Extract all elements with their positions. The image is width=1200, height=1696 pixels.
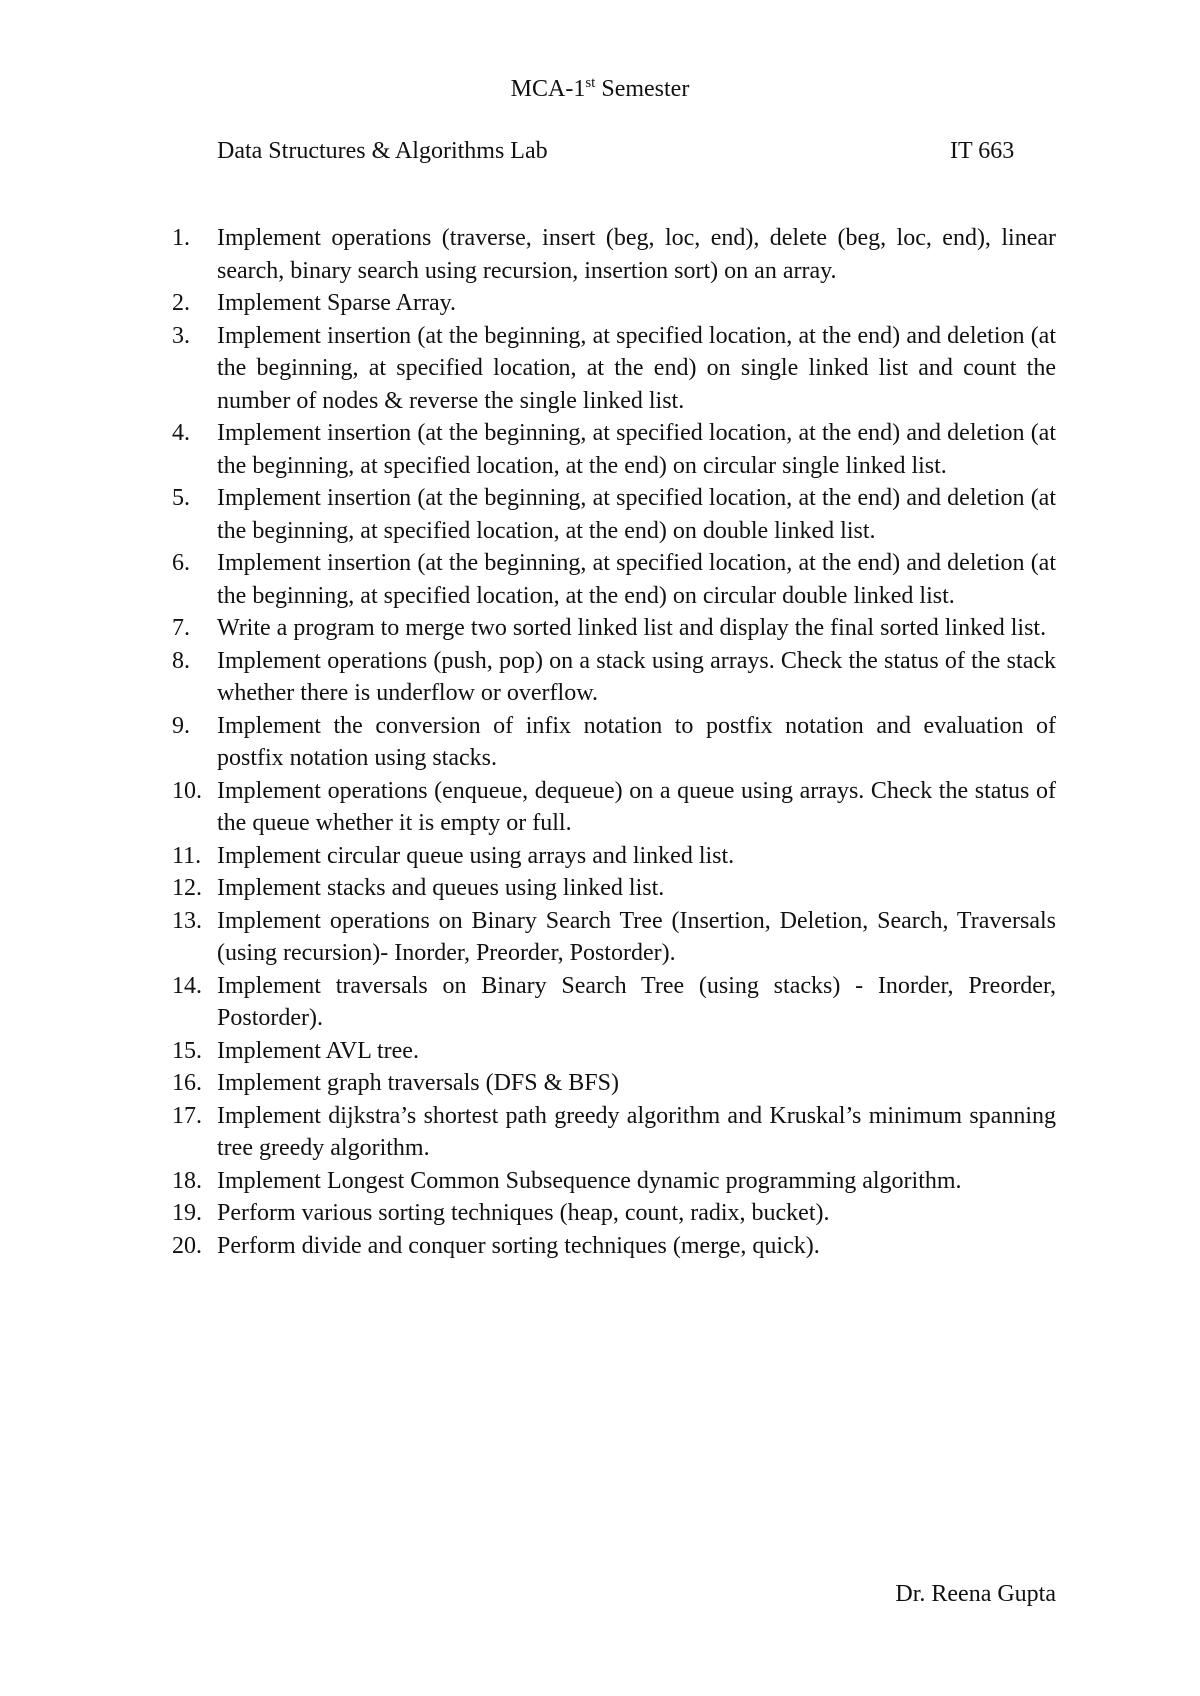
experiment-text: Implement operations (push, pop) on a stack using arrays. Check the status of the stack whether there is underflow or overflow.: [217, 647, 1056, 706]
experiment-text: Implement insertion (at the beginning, at specified location, at the end) and deletion (at the beginning, at specified location, at the end) on double linked list.: [217, 485, 1056, 544]
experiment-item: [0, 1197, 1056, 1230]
experiment-item: [0, 1100, 1056, 1165]
experiment-item: [0, 320, 1056, 418]
course-title: Data Structures & Algorithms Lab: [217, 138, 548, 164]
experiment-number: 10.: [172, 777, 202, 804]
experiment-text: Implement insertion (at the beginning, at specified location, at the end) and deletion (at the beginning, at specified location, at the end) on single linked list and count the number of nodes & reverse the single linked list.: [217, 322, 1056, 414]
experiment-item: [0, 905, 1056, 970]
experiment-item: [0, 482, 1056, 547]
experiment-item: [0, 1067, 1056, 1100]
experiment-number: 20.: [172, 1232, 202, 1259]
experiment-number: 5.: [172, 485, 190, 511]
experiment-text: Implement operations (traverse, insert (beg, loc, end), delete (beg, loc, end), linear search, binary search using recursion, insertion sort) on an array.: [217, 225, 1056, 284]
experiment-text: Perform various sorting techniques (heap, count, radix, bucket).: [217, 1200, 830, 1226]
experiment-number: 4.: [172, 420, 190, 446]
experiment-item: [0, 1230, 1056, 1263]
experiment-item: [0, 417, 1056, 482]
experiment-text: Implement operations (enqueue, dequeue) on a queue using arrays. Check the status of the queue whether it is empty or full.: [217, 777, 1056, 836]
experiment-text: Implement dijkstra’s shortest path greedy algorithm and Kruskal’s minimum spanning tree greedy algorithm.: [217, 1102, 1056, 1161]
experiment-text: Implement circular queue using arrays and linked list.: [217, 842, 735, 869]
experiment-text: Implement operations on Binary Search Tree (Insertion, Deletion, Search, Traversals (using recursion)- Inorder, Preorder, Postorder).: [217, 907, 1056, 966]
experiment-text: Implement Longest Common Subsequence dynamic programming algorithm.: [217, 1167, 962, 1194]
experiment-text: Implement the conversion of infix notation to postfix notation and evaluation of postfix notation using stacks.: [217, 712, 1056, 771]
signature-name: Dr. Reena Gupta: [895, 1581, 1056, 1607]
experiment-text: Implement AVL tree.: [217, 1037, 419, 1064]
experiment-item: [0, 775, 1056, 840]
experiment-item: [0, 840, 1056, 873]
experiment-number: 15.: [172, 1037, 202, 1064]
experiment-text: Write a program to merge two sorted linked list and display the final sorted linked list.: [217, 615, 1047, 641]
experiment-list: [0, 222, 1200, 1262]
semester-prefix: MCA-1: [510, 76, 586, 102]
experiment-number: 6.: [172, 550, 190, 576]
experiment-number: 18.: [172, 1167, 202, 1194]
experiment-number: 13.: [172, 907, 202, 934]
experiment-item: [0, 1165, 1056, 1198]
experiment-number: 11.: [172, 842, 202, 869]
experiment-item: [0, 612, 1056, 645]
experiment-item: [0, 547, 1056, 612]
experiment-number: 17.: [172, 1102, 202, 1129]
experiment-number: 9.: [172, 712, 190, 739]
semester-ordinal-suffix: st: [585, 75, 596, 91]
experiment-item: [0, 645, 1056, 710]
experiment-text: Implement Sparse Array.: [217, 290, 457, 316]
experiment-number: 19.: [172, 1200, 202, 1226]
experiment-text: Implement graph traversals (DFS & BFS): [217, 1070, 619, 1096]
experiment-number: 7.: [172, 615, 190, 641]
experiment-item: [0, 710, 1056, 775]
experiment-number: 8.: [172, 647, 190, 674]
experiment-number: 14.: [172, 972, 202, 999]
experiment-number: 3.: [172, 322, 190, 349]
experiment-item: [0, 872, 1056, 905]
experiment-text: Implement insertion (at the beginning, at specified location, at the end) and deletion (at the beginning, at specified location, at the end) on circular double linked list.: [217, 550, 1056, 609]
experiment-number: 1.: [172, 225, 190, 251]
experiment-text: Implement traversals on Binary Search Tree (using stacks) - Inorder, Preorder, Postorder).: [217, 972, 1056, 1031]
semester-suffix: Semester: [595, 76, 690, 102]
experiment-number: 2.: [172, 290, 190, 316]
experiment-text: Implement stacks and queues using linked list.: [217, 875, 665, 901]
course-code: IT 663: [950, 138, 1015, 164]
experiment-text: Perform divide and conquer sorting techniques (merge, quick).: [217, 1232, 820, 1259]
experiment-number: 12.: [172, 875, 202, 901]
experiment-item: [0, 287, 1056, 320]
experiment-item: [0, 222, 1056, 287]
experiment-number: 16.: [172, 1070, 202, 1096]
experiment-text: Implement insertion (at the beginning, at specified location, at the end) and deletion (at the beginning, at specified location, at the end) on circular single linked list.: [217, 420, 1056, 479]
semester-heading: [0, 73, 1200, 105]
experiment-item: [0, 1035, 1056, 1068]
experiment-item: [0, 970, 1056, 1035]
